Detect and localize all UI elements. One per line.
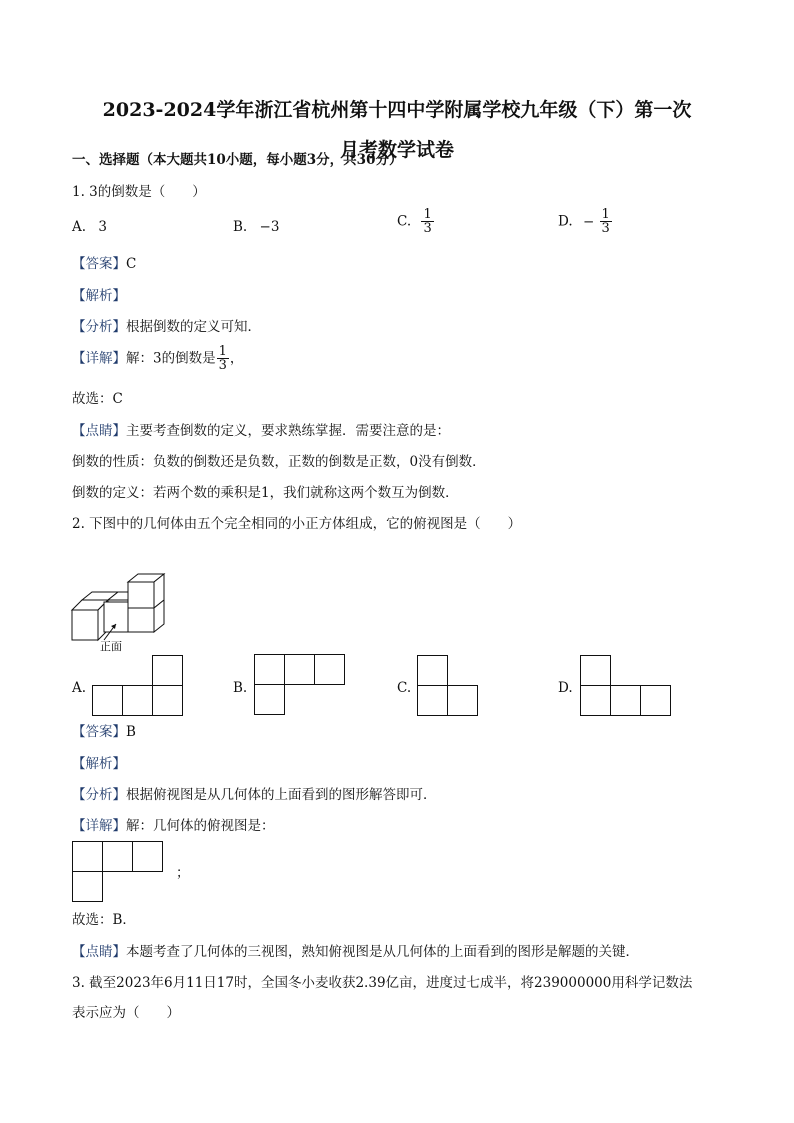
front-label: 正面: [100, 640, 122, 653]
option-label: D.: [558, 213, 573, 230]
cube-solid-figure: [70, 572, 170, 654]
q2-top-view-figure: [72, 841, 164, 903]
q1-stem: 1. 3的倒数是（ ）: [72, 184, 206, 200]
q2-answer: [72, 723, 136, 741]
q1-option-d[interactable]: [558, 208, 613, 235]
answer-tag: 【答案】: [72, 256, 126, 272]
q2-semicolon: ；: [176, 865, 190, 881]
q1-analysis: [72, 318, 261, 336]
q2-option-a-figure[interactable]: [92, 655, 184, 717]
detail-text: 解：3的倒数是: [126, 350, 216, 367]
q1-option-b[interactable]: [233, 218, 279, 236]
q1-option-c[interactable]: [397, 208, 435, 235]
answer-value: C: [126, 256, 137, 272]
fraction-numerator: 1: [218, 344, 227, 359]
q1-jiexi-tag: 【解析】: [72, 288, 126, 304]
section-heading: 一、选择题（本大题共10小题，每小题3分，共30分）: [72, 152, 403, 168]
fraction-denominator: 3: [218, 358, 227, 373]
minus-sign: −: [582, 213, 595, 230]
fraction: [421, 208, 433, 235]
analysis-text: 根据倒数的定义可知．: [126, 319, 261, 335]
q1-answer: [72, 255, 136, 273]
detail-post: ，: [229, 350, 244, 367]
q2-option-a-label[interactable]: A.: [72, 680, 87, 696]
q1-note-property: 倒数的性质：负数的倒数还是负数，正数的倒数是正数，0没有倒数．: [72, 454, 486, 470]
remark-text: 本题考查了几何体的三视图，熟知俯视图是从几何体的上面看到的图形是解题的关键．: [126, 944, 639, 960]
q2-stem: 2. 下图中的几何体由五个完全相同的小正方体组成，它的俯视图是（ ）: [72, 516, 522, 532]
option-label: C.: [397, 213, 412, 230]
analysis-tag: 【分析】: [72, 787, 126, 803]
q2-remark: [72, 943, 639, 961]
q2-option-c-figure[interactable]: [417, 655, 479, 717]
fraction: [217, 345, 229, 372]
detail-tag: 【详解】: [72, 350, 126, 367]
fraction-numerator: 1: [601, 207, 610, 222]
q1-note-definition: 倒数的定义：若两个数的乘积是1，我们就称这两个数互为倒数．: [72, 485, 459, 501]
q2-choose: 故选：B．: [72, 912, 136, 928]
analysis-text: 根据俯视图是从几何体的上面看到的图形解答即可．: [126, 787, 437, 803]
q2-analysis: [72, 786, 437, 804]
q2-jiexi-tag: 【解析】: [72, 756, 126, 772]
q3-stem-line1: 3. 截至2023年6月11日17时，全国冬小麦收获2.39亿亩，进度过七成半，将239000000用科学记数法: [72, 975, 693, 991]
q1-detail: [72, 345, 243, 372]
option-value: −3: [259, 219, 280, 235]
analysis-tag: 【分析】: [72, 319, 126, 335]
fraction-numerator: 1: [423, 207, 432, 222]
answer-tag: 【答案】: [72, 724, 126, 740]
remark-tag: 【点睛】: [72, 944, 126, 960]
q2-detail: [72, 817, 275, 835]
fraction-denominator: 3: [423, 221, 432, 236]
q2-option-b-label[interactable]: B.: [233, 680, 248, 696]
exam-title-line1: 2023-2024学年浙江省杭州第十四中学附属学校九年级（下）第一次: [102, 99, 692, 121]
q2-option-d-label[interactable]: D.: [558, 680, 573, 696]
q2-option-c-label[interactable]: C.: [397, 680, 412, 696]
q1-choose: 故选：C: [72, 391, 123, 407]
q2-option-b-figure[interactable]: [254, 654, 346, 716]
q1-option-a[interactable]: [72, 218, 107, 236]
option-label: A.: [72, 219, 87, 235]
remark-text: 主要考查倒数的定义，要求熟练掌握．需要注意的是：: [126, 423, 450, 439]
detail-tag: 【详解】: [72, 818, 126, 834]
q2-option-d-figure[interactable]: [580, 655, 672, 717]
fraction: [600, 208, 612, 235]
exam-title-line2: 月考数学试卷: [339, 139, 454, 161]
remark-tag: 【点睛】: [72, 423, 126, 439]
option-value: 3: [98, 219, 107, 235]
q1-remark: [72, 422, 450, 440]
q3-stem-line2: 表示应为（ ）: [72, 1005, 180, 1021]
answer-value: B: [126, 724, 136, 740]
fraction-denominator: 3: [601, 221, 610, 236]
detail-text: 解：几何体的俯视图是：: [126, 818, 275, 834]
option-label: B.: [233, 219, 248, 235]
